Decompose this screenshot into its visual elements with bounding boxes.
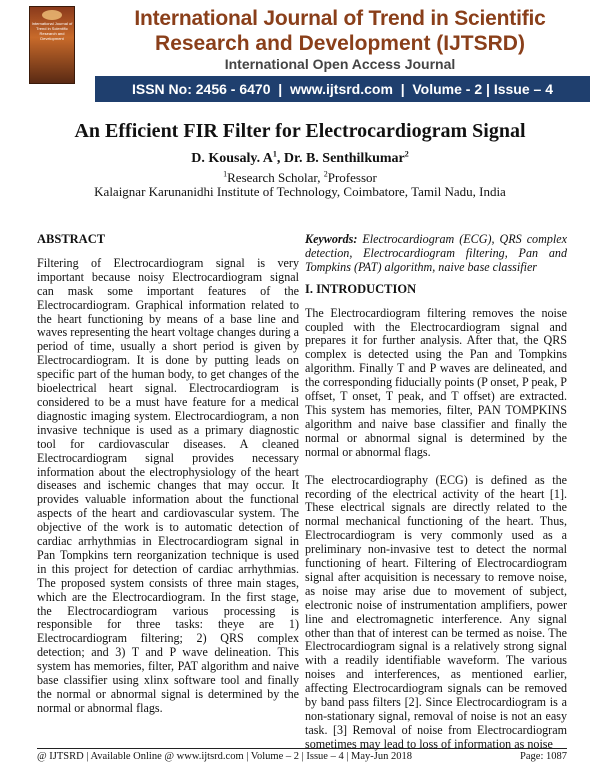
introduction-para1: The Electrocardiogram filtering removes the noise coupled with the Electrocardiogram signal and prepares it for further analysis. After that, the QRS complex is detected using the Pan and Tompkins algorithm. Finally T and P waves are delineated, and the corresponding fiducially points (P onset, P peak, P offset, T onset, T peak, and T offset) are extracted. This system has memories, filter, PAN TOMPKINS algorithm and naive base classifier and finally the normal or abnormal signal is determined by the normal or abnormal flags. <box>305 305 567 459</box>
journal-subtitle: International Open Access Journal <box>224 56 456 72</box>
page-footer <box>37 748 567 762</box>
paper-title: An Efficient FIR Filter for Electrocardiogram Signal <box>74 120 526 142</box>
institution: Kalaignar Karunanidhi Institute of Technology, Coimbatore, Tamil Nadu, India <box>94 184 506 199</box>
journal-title-line2: Research and Development (IJTSRD) <box>155 32 525 55</box>
journal-logo <box>29 6 75 84</box>
author-2-sup: 2 <box>404 149 409 159</box>
paragraph-gap <box>305 460 567 474</box>
role-1: Research Scholar, <box>227 170 324 185</box>
left-column <box>37 233 299 716</box>
paper-authors <box>0 151 600 167</box>
journal-title-line1: International Journal of Trend in Scientific <box>134 7 546 30</box>
author-1-sup: 1 <box>272 149 277 159</box>
issn-line: ISSN No: 2456 - 6470 | www.ijtsrd.com | Volume - 2 | Issue – 4 <box>131 81 553 97</box>
keywords-text: Electrocardiogram (ECG), QRS complex detection, Electrocardiogram filtering, Pan and Tompkins (PAT) algorithm, naive base classifier <box>305 232 567 274</box>
footer-info: @ IJTSRD | Available Online @ www.ijtsrd.com | Volume – 2 | Issue – 4 | May-Jun 2018 <box>37 751 413 762</box>
issn-bar <box>95 76 590 102</box>
keywords-label: Keywords: <box>305 232 358 246</box>
logo-emblem <box>42 10 62 20</box>
role-2-sup: 2 <box>323 169 328 179</box>
keywords <box>305 233 567 275</box>
introduction-heading: I. INTRODUCTION <box>305 281 417 296</box>
author-2: , Dr. B. Senthilkumar <box>276 151 405 166</box>
abstract-text: Filtering of Electrocardiogram signal is very important because noisy Electrocardiogram signal can mask some important features of the Electrocardiogram. Graphical information related to the heart functioning by means of a base line and waves representing the heart voltage changes during a period of time, usually a short period is given by Electrocardiogram. It is done by putting leads on specific part of the human body, to get changes of the bioelectrical heart signal. Electrocardiogram is considered to be a must have feature for a medical diagnostic imaging system. Electrocardiogram, a non invasive technique is used as a primary diagnostic tool for cardiovascular diseases. A cleaned Electrocardiogram signal provides necessary information about the electrophysiology of the heart diseases and ischemic changes that may occur. It provides valuable information about the functional aspects of the heart and cardiovascular system. The objective of the work is to automatic detection of cardiac arrhythmias in Electrocardiogram signal in Pan Tompkins tern reorganization technique is used in this project for detection of cardiac arrhythmias. The proposed system consists of three main stages, which are the Electrocardiogram. In the first stage, the Electrocardiogram various processing is responsible for three tasks: theye are 1) Electrocardiogram filtering; 2) QRS complex detection; and 3) T and P wave delineation. This system has memories, filter, PAT algorithm and naive base classifier using xlinx software tool and finally the normal or abnormal signal is determined by the normal or abnormal flags. <box>37 255 299 715</box>
introduction-para2: The electrocardiography (ECG) is defined as the recording of the electrical activity of the heart [1]. These electrical signals are directly related to the normal mechanical functioning of the heart. Thus, Electrocardiogram is very commonly used as a preliminary non-invasive test to detect the normal functioning of heart. Filtering of Electrocardiogram signal after acquisition is necessary to remove noise, as noise may arise due to movement of subject, electronic noise of instrumentation amplifiers, power line and electromagnetic interference. Any signal other than that of interest can be termed as noise. The Electrocardiogram signal is a relatively strong signal with a readily identifiable waveform. The various noises and interferences, as mentioned earlier, affecting Electrocardiogram signals can be removed by band pass filters [2]. Since Electrocardiogram is a non-stationary signal, removal of noise is not an easy task. [3] Removal of noise from Electrocardiogram sometimes may lead to loss of information as noise <box>305 472 567 751</box>
role-2: Professor <box>327 170 377 185</box>
page-number: Page: 1087 <box>520 751 567 762</box>
role-1-sup: 1 <box>223 169 228 179</box>
right-column <box>305 233 567 752</box>
abstract-heading: ABSTRACT <box>37 232 106 246</box>
logo-text: International Journal of Trend in Scientific Research and Development <box>31 21 73 41</box>
author-1: D. Kousaly. A <box>191 151 273 166</box>
